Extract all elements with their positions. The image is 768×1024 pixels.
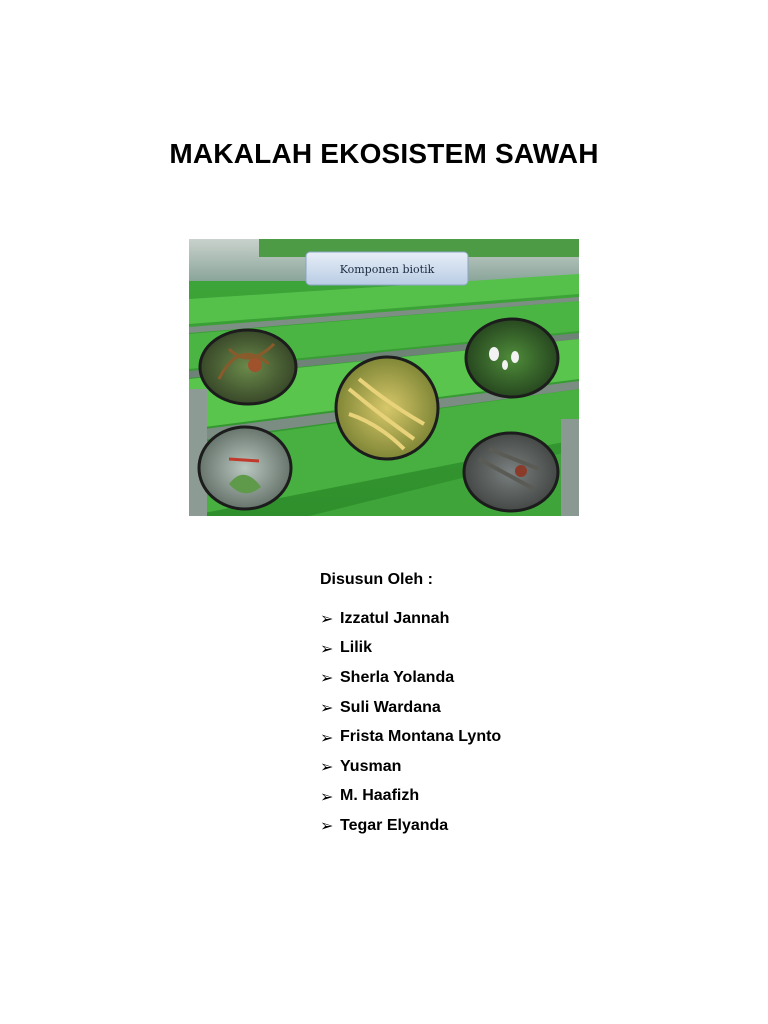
list-item — [320, 811, 501, 841]
list-item — [320, 782, 501, 812]
heron-photo-circle — [466, 319, 558, 397]
author-name: Tegar Elyanda — [340, 816, 449, 834]
list-item — [320, 634, 501, 664]
caption-box-label: Komponen biotik — [339, 263, 435, 276]
author-name: Izzatul Jannah — [340, 609, 450, 627]
list-item — [320, 604, 501, 634]
arrow-bullet-icon: ➢ — [320, 638, 334, 658]
author-name: M. Haafizh — [340, 787, 420, 805]
arrow-bullet-icon: ➢ — [320, 609, 334, 629]
arrow-bullet-icon: ➢ — [320, 698, 334, 718]
author-list — [320, 604, 501, 841]
dragonfly-photo-circle — [199, 427, 291, 509]
arrow-bullet-icon: ➢ — [320, 668, 334, 688]
list-item — [320, 663, 501, 693]
rice-grain-photo-circle — [336, 357, 438, 459]
page-title: MAKALAH EKOSISTEM SAWAH — [169, 138, 599, 169]
credits-label: Disusun Oleh : — [320, 571, 433, 588]
author-name: Yusman — [340, 757, 402, 775]
author-name: Lilik — [340, 639, 373, 657]
arrow-bullet-icon: ➢ — [320, 757, 334, 777]
arrow-bullet-icon: ➢ — [320, 786, 334, 806]
author-name: Suli Wardana — [340, 698, 441, 716]
author-name: Frista Montana Lynto — [340, 728, 502, 746]
credits-section — [320, 571, 501, 841]
rice-field-ecosystem-image — [189, 239, 579, 516]
arrow-bullet-icon: ➢ — [320, 727, 334, 747]
snail-photo-circle — [200, 330, 296, 404]
author-name: Sherla Yolanda — [340, 668, 455, 686]
tractor-photo-circle — [464, 433, 558, 511]
arrow-bullet-icon: ➢ — [320, 816, 334, 836]
list-item — [320, 693, 501, 723]
list-item — [320, 752, 501, 782]
list-item — [320, 722, 501, 752]
